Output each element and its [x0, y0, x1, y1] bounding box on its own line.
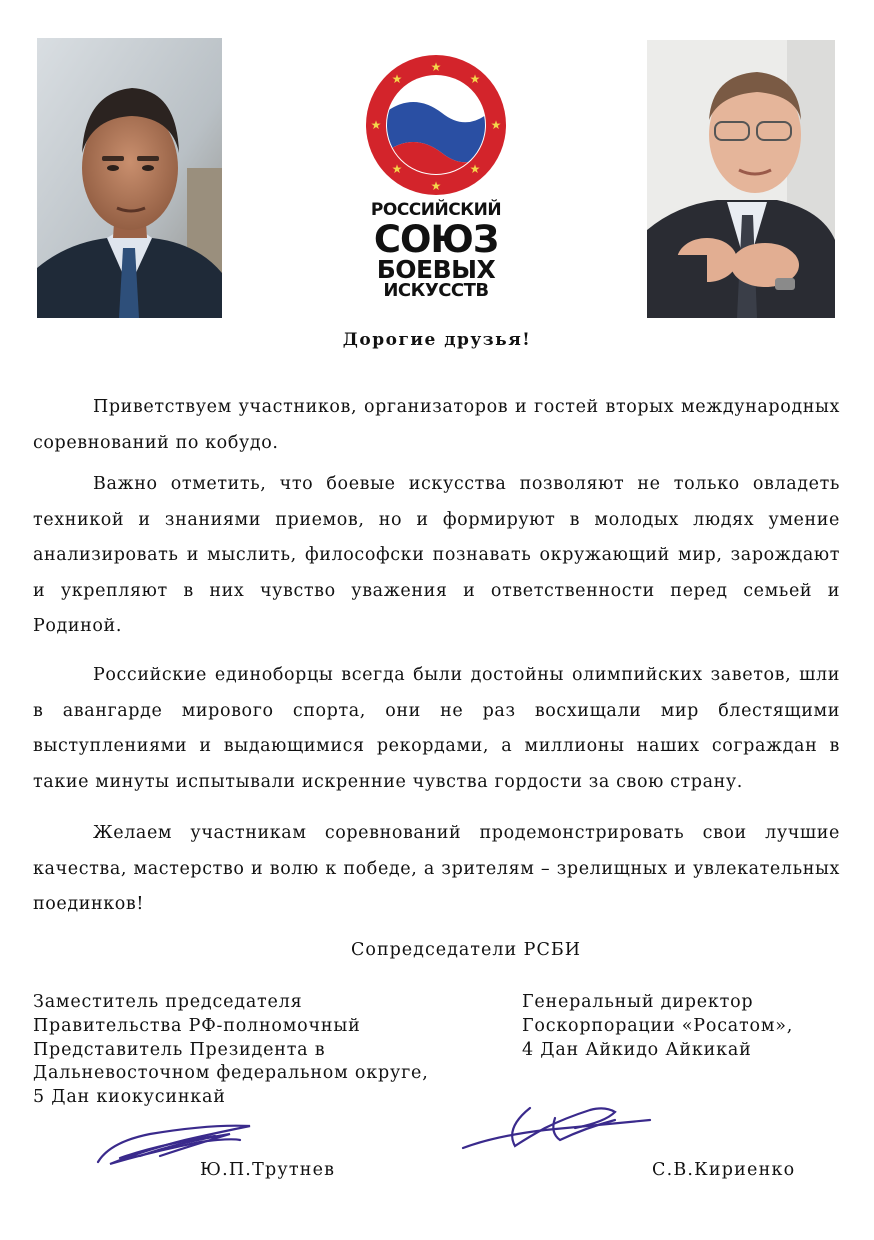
signatory-title-line: Правительства РФ-полномочный: [33, 1015, 361, 1036]
signatory-name-left: Ю.П.Трутнев: [200, 1160, 336, 1180]
signatory-title-line: Дальневосточном федеральном округе,: [33, 1063, 429, 1084]
cochairs-heading: Сопредседатели РСБИ: [351, 940, 581, 960]
signatory-title-line: 5 Дан киокусинкай: [33, 1087, 226, 1108]
logo-text-line-4: ИСКУССТВ: [383, 280, 489, 301]
body-paragraph: Российские единоборцы всегда были достойны олимпийских заветов, шли в авангарде мирового спорта, они не раз восхищали мир блестящими выступлениями и выдающимися рекордами, а миллионы наших сограждан в такие минуты испытывали искренние чувства гордости за свою страну.: [33, 665, 840, 792]
svg-text:★: ★: [490, 118, 502, 132]
signatory-title-line: Представитель Президента в: [33, 1039, 326, 1060]
logo-text-line-2: СОЮЗ: [373, 218, 499, 261]
logo-emblem: [362, 55, 510, 200]
svg-text:★: ★: [469, 72, 481, 86]
body-paragraph: Важно отметить, что боевые искусства позволяют не только овладеть техникой и знаниями приемов, но и формируют в молодых людях умение анализировать и мыслить, философски познавать окружающий мир, зарождают и укрепляют в них чувство уважения и ответственности перед семьей и Родиной.: [33, 474, 840, 636]
portrait-photo-right: [647, 40, 835, 318]
signatory-title-line: Заместитель председателя: [33, 992, 303, 1012]
logo-text-line-1: РОССИЙСКИЙ: [370, 200, 502, 220]
portrait-photo-right-image: [647, 40, 835, 318]
signature-right: [455, 1098, 655, 1158]
body-paragraph: Желаем участникам соревнований продемонстрировать свои лучшие качества, мастерство и волю к победе, а зрителям – зрелищных и увлекательных поединков!: [33, 823, 840, 914]
svg-text:★: ★: [391, 162, 403, 176]
logo-text-line-3: БОЕВЫХ: [376, 255, 496, 284]
greeting-heading: Дорогие друзья!: [342, 330, 532, 350]
svg-text:★: ★: [370, 118, 382, 132]
body-paragraph: Приветствуем участников, организаторов и гостей вторых международных соревнований по кобудо.: [33, 397, 840, 453]
portrait-photo-left: [37, 38, 222, 318]
signatory-title-line: Генеральный директор: [522, 992, 754, 1012]
signatory-name-right: С.В.Кириенко: [652, 1160, 796, 1180]
signatory-right-titles: [522, 991, 862, 1062]
signatory-title-line: Госкорпорации «Росатом»,: [522, 1015, 794, 1036]
svg-text:★: ★: [391, 72, 403, 86]
signatory-title-line: 4 Дан Айкидо Айкикай: [522, 1039, 752, 1060]
signatory-left-titles: [33, 991, 503, 1110]
svg-text:★: ★: [430, 60, 442, 74]
portrait-photo-left-image: [37, 38, 222, 318]
rsbi-logo: [362, 55, 510, 300]
svg-text:★: ★: [469, 162, 481, 176]
svg-text:★: ★: [430, 179, 442, 193]
